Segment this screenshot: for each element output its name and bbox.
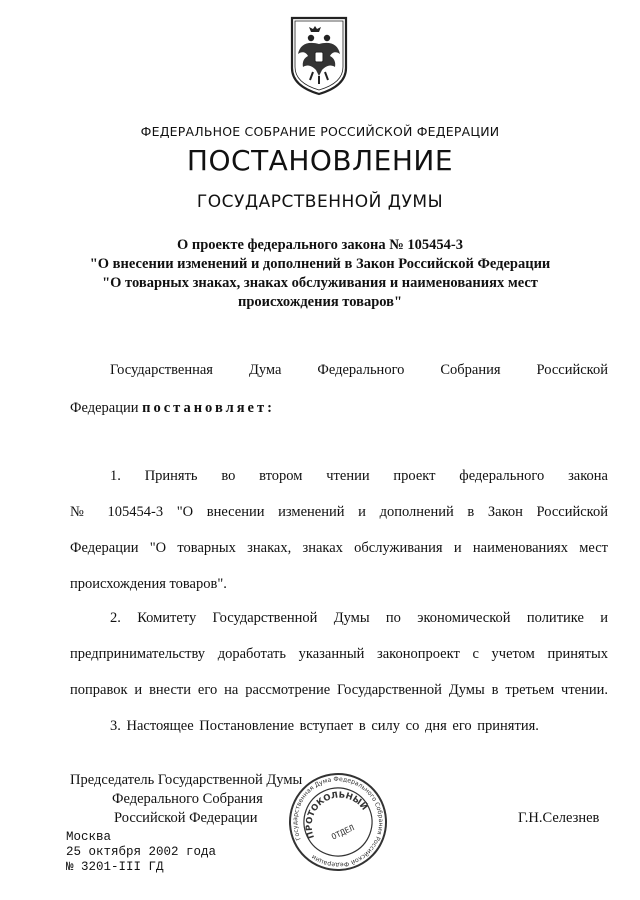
document-subtitle: ГОСУДАРСТВЕННОЙ ДУМЫ (196, 192, 444, 212)
protocol-stamp-icon (286, 770, 390, 874)
resolves-word: постановляет: (142, 400, 275, 416)
footer-city: Москва (66, 830, 112, 844)
footer-number: № 3201-III ГД (66, 860, 164, 874)
stamp-outer-text: Государственная Дума Федерального Собрания Российской Федерации (291, 775, 385, 869)
signer-title-line-1: Председатель Государственной Думы (70, 772, 303, 788)
svg-text:Государственная Дума Федеральн (286, 770, 390, 874)
coat-of-arms-icon (286, 14, 352, 98)
item-2-line-3: поправок и внести его на рассмотрение Государственной Думы в третьем чтении. (70, 682, 608, 698)
item-2-line-1: 2. Комитету Государственной Думы по экономической политике и (110, 610, 608, 626)
signer-title-line-3: Российской Федерации (114, 810, 258, 826)
subject-line-1: О проекте федерального закона № 105454-3 (176, 237, 464, 253)
signer-title-line-2: Федерального Собрания (112, 791, 263, 807)
preamble-line-1: Государственная Дума Федерального Собрания Российской (110, 362, 608, 378)
stamp-center-word: ПРОТОКОЛЬНЫЙ (304, 790, 370, 840)
item-1-line-1: 1. Принять во втором чтении проект федерального закона (110, 468, 608, 484)
subject-line-4: происхождения товаров" (237, 294, 403, 310)
item-1-line-3: Федерации "О товарных знаках, знаках обслуживания и наименованиях мест (70, 540, 608, 556)
subject-line-2: "О внесении изменений и дополнений в Закон Российской Федерации (89, 256, 551, 272)
stamp-center-code: ОТДЕЛ (330, 823, 356, 842)
item-1-line-2: № 105454-3 "О внесении изменений и дополнений в Закон Российской (70, 504, 608, 520)
preamble-line-2 (70, 400, 608, 417)
document-title: ПОСТАНОВЛЕНИЕ (186, 144, 454, 177)
organization-name: ФЕДЕРАЛЬНОЕ СОБРАНИЕ РОССИЙСКОЙ ФЕДЕРАЦИИ (140, 124, 500, 139)
subject-line-3: "О товарных знаках, знаках обслуживания и наименованиях мест (102, 275, 538, 291)
signer-name: Г.Н.Селезнев (518, 810, 600, 826)
footer-date: 25 октября 2002 года (66, 845, 217, 859)
item-1-line-4: происхождения товаров". (70, 576, 227, 592)
preamble-text: Федерации (70, 400, 143, 416)
item-3-line-1: 3. Настоящее Постановление вступает в силу со дня его принятия. (110, 718, 539, 734)
item-2-line-2: предпринимательству доработать указанный законопроект с учетом принятых (70, 646, 608, 662)
